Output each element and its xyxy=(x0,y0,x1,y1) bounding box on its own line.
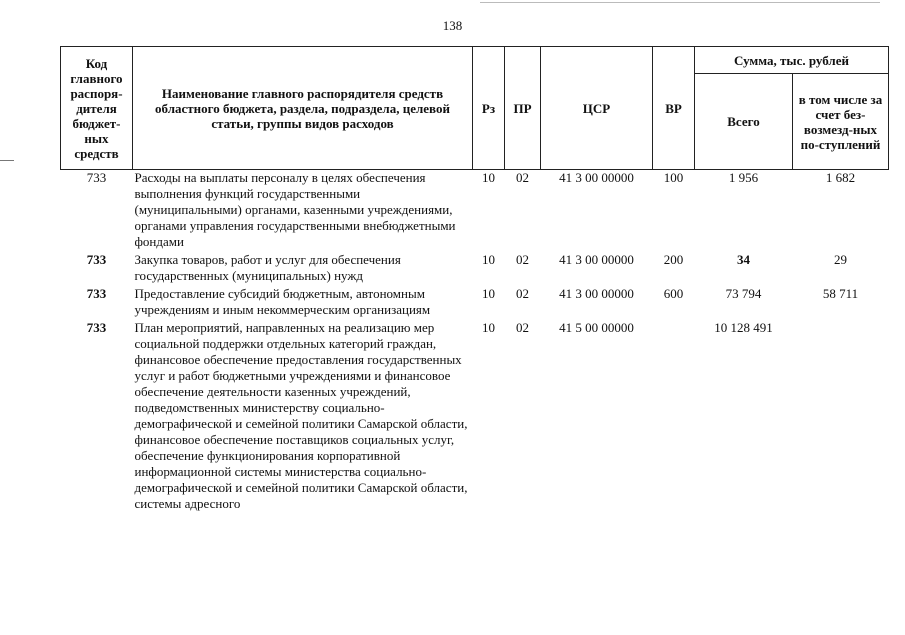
cell-pr: 02 xyxy=(516,252,529,267)
scan-line-left xyxy=(0,160,14,161)
header-rz: Рз xyxy=(473,47,505,170)
cell-total: 10 128 491 xyxy=(714,320,773,335)
cell-csr: 41 3 00 00000 xyxy=(559,252,634,267)
cell-code: 733 xyxy=(86,286,107,301)
cell-free: 29 xyxy=(834,252,847,267)
table-row xyxy=(61,170,889,253)
cell-code: 733 xyxy=(86,252,107,267)
table-row xyxy=(61,286,889,320)
header-name: Наименование главного распорядителя средств областного бюджета, раздела, подраздела, целевой статьи, группы видов расходов xyxy=(133,47,473,170)
cell-pr: 02 xyxy=(516,286,529,301)
cell-rz: 10 xyxy=(482,286,495,301)
cell-code: 733 xyxy=(86,170,107,185)
cell-rz: 10 xyxy=(482,170,495,185)
header-code: Код главного распоря-дителя бюджет-ных средств xyxy=(61,47,133,170)
header-sum-group: Сумма, тыс. рублей xyxy=(695,47,889,74)
budget-table xyxy=(60,46,889,514)
cell-vr xyxy=(653,320,695,514)
cell-csr: 41 5 00 00000 xyxy=(559,320,634,335)
page-number: 138 xyxy=(442,18,463,33)
cell-vr: 100 xyxy=(663,170,684,185)
header-pr: ПР xyxy=(505,47,541,170)
cell-pr: 02 xyxy=(516,320,529,335)
cell-pr: 02 xyxy=(516,170,529,185)
cell-rz: 10 xyxy=(482,320,495,335)
cell-csr: 41 3 00 00000 xyxy=(559,170,634,185)
table-body xyxy=(61,170,889,515)
table-row xyxy=(61,320,889,514)
scan-line-top xyxy=(480,2,880,3)
header-free: в том числе за счет без-возмезд-ных по-ступлений xyxy=(793,74,889,170)
cell-vr: 200 xyxy=(663,252,684,267)
cell-total: 1 956 xyxy=(728,170,759,185)
cell-free: 1 682 xyxy=(825,170,856,185)
header-vr: ВР xyxy=(653,47,695,170)
header-total: Всего xyxy=(695,74,793,170)
cell-code: 733 xyxy=(86,320,107,335)
table-row xyxy=(61,252,889,286)
cell-vr: 600 xyxy=(663,286,684,301)
cell-total: 34 xyxy=(737,252,750,267)
cell-name: Предоставление субсидий бюджетным, автономным учреждениям и иным некоммерческим организациям xyxy=(134,286,431,317)
cell-rz: 10 xyxy=(482,252,495,267)
cell-csr: 41 3 00 00000 xyxy=(559,286,634,301)
cell-total: 73 794 xyxy=(725,286,762,301)
cell-free: 58 711 xyxy=(822,286,859,301)
header-csr: ЦСР xyxy=(541,47,653,170)
cell-name: Закупка товаров, работ и услуг для обеспечения государственных (муниципальных) нужд xyxy=(134,252,401,283)
table-header xyxy=(61,47,889,170)
cell-name: План мероприятий, направленных на реализацию мер социальной поддержки отдельных категорий граждан, финансовое обеспечение предоставления государственных услуг и работ бюджетными учреждениями и финансовое обеспечение деятельности казенных учреждений, подведомственных министерству социально-демографической и семейной политики Самарской области, финансовое обеспечение поставщиков социальных услуг, обеспечение функционирования корпоративной информационной системы министерства социально-демографической и семейной политики Самарской области, системы адресного xyxy=(134,320,468,511)
cell-free xyxy=(793,320,889,514)
cell-name: Расходы на выплаты персоналу в целях обеспечения выполнения функций государственными (муниципальными) органами, казенными учреждениями, органами управления государственными внебюджетными фондами xyxy=(134,170,456,249)
